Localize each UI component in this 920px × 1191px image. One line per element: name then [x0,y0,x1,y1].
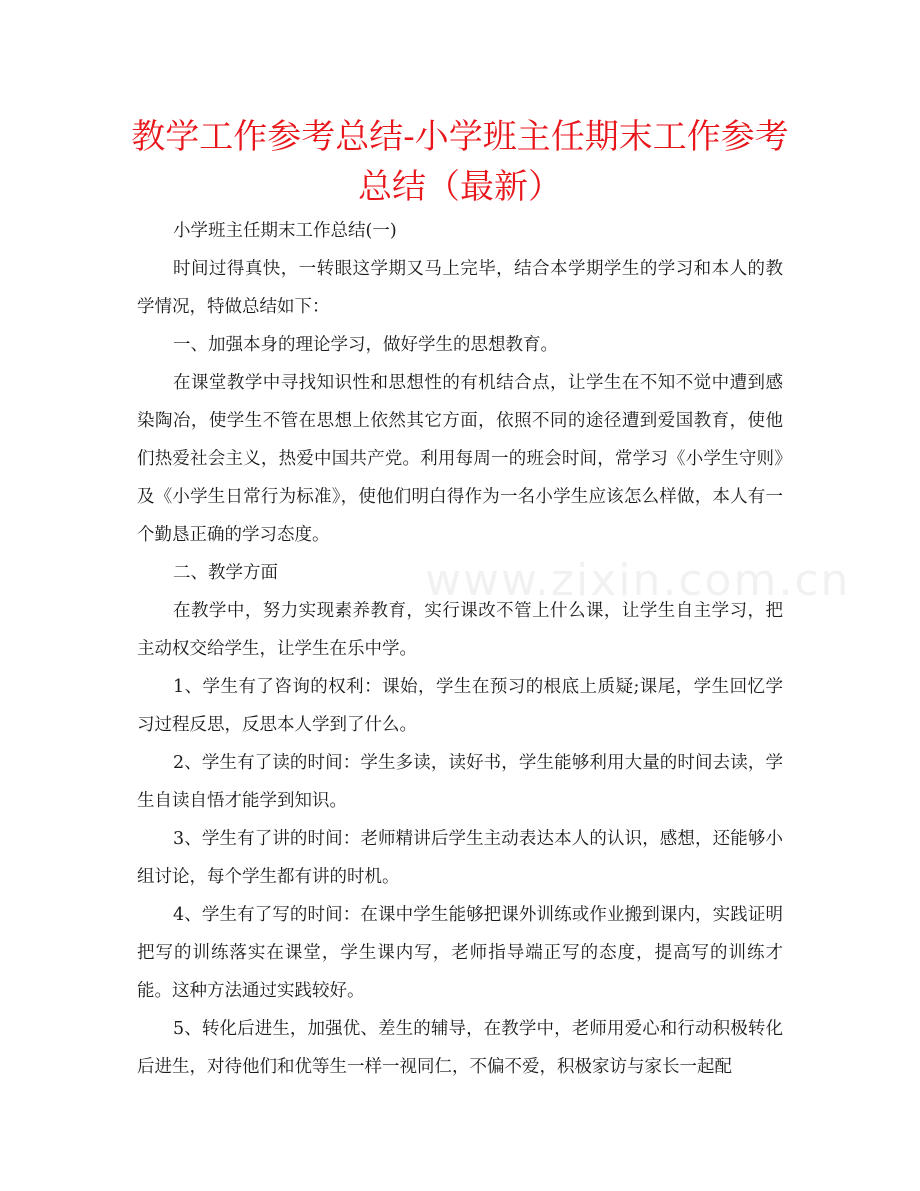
paragraph-section-2-heading: 二、教学方面 [173,563,278,583]
paragraph-item-1: 1、学生有了咨询的权利：课始，学生在预习的根底上质疑;课尾，学生回忆学习过程反思，反思本人学到了什么。 [137,677,783,735]
document-title: 教学工作参考总结-小学班主任期末工作参考总结（最新） [131,117,789,207]
paragraph-item-2: 2、学生有了读的时间：学生多读，读好书，学生能够利用大量的时间去读，学生自读自悟才能学到知识。 [137,753,783,811]
paragraph-item-4: 4、学生有了写的时间：在课中学生能够把课外训练或作业搬到课内，实践证明把写的训练落实在课堂，学生课内写，老师指导端正写的态度，提高写的训练才能。这种方法通过实践较好。 [137,905,783,1001]
paragraph-subtitle: 小学班主任期末工作总结(一) [173,221,397,241]
paragraph-section-1-heading: 一、加强本身的理论学习，做好学生的思想教育。 [173,335,558,355]
paragraph-section-1-body: 在课堂教学中寻找知识性和思想性的有机结合点，让学生在不知不觉中遭到感染陶冶，使学生不管在思想上依然其它方面，依照不同的途径遭到爱国教育，使他们热爱社会主义，热爱中国共产党。利用每周一的班会时间，常学习《小学生守则》及《小学生日常行为标准》，使他们明白得作为一名小学生应该怎么样做，本人有一个勤恳正确的学习态度。 [137,373,783,545]
paragraph-section-2-body: 在教学中，努力实现素养教育，实行课改不管上什么课，让学生自主学习，把主动权交给学生，让学生在乐中学。 [137,601,783,659]
document-body [137,212,783,1086]
paragraph-item-5: 5、转化后进生，加强优、差生的辅导，在教学中，老师用爱心和行动积极转化后进生，对待他们和优等生一样一视同仁，不偏不爱，积极家访与家长一起配 [137,1019,783,1077]
paragraph-intro: 时间过得真快，一转眼这学期又马上完毕，结合本学期学生的学习和本人的教学情况，特做总结如下： [137,259,783,317]
watermark: www.zixin.com.cn [425,555,851,606]
paragraph-item-3: 3、学生有了讲的时间：老师精讲后学生主动表达本人的认识，感想，还能够小组讨论，每个学生都有讲的时机。 [137,829,783,887]
